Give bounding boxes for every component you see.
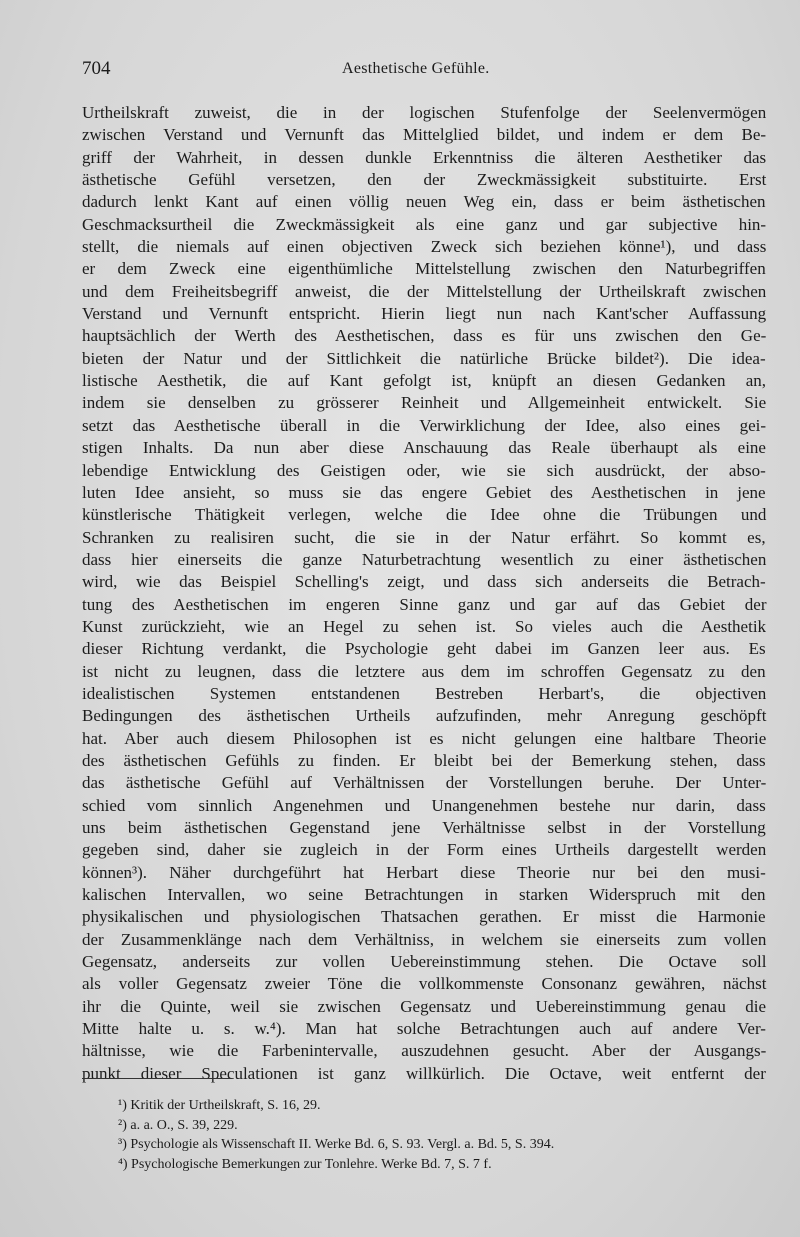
text-line: Geschmacksurtheil die Zweckmässigkeit als eine ganz und gar subjective hin- xyxy=(82,214,767,234)
text-line: hältnisse, wie die Farbenintervalle, auszudehnen gesucht. Aber der Ausgangs- xyxy=(82,1041,767,1061)
page-number: 704 xyxy=(82,58,111,79)
text-line: und dem Freiheitsbegriff anweist, die der Mittelstellung der Urtheilskraft zwischen xyxy=(82,281,767,301)
text-line: ist nicht zu leugnen, dass die letztere aus dem im schroffen Gegensatz zu den xyxy=(82,661,766,681)
footnote: ¹) Kritik der Urtheilskraft, S. 16, 29. xyxy=(118,1098,321,1113)
text-line: idealistischen Systemen entstandenen Bestreben Herbart's, die objectiven xyxy=(82,683,767,703)
text-line: als voller Gegensatz zweier Töne die vollkommenste Consonanz gewähren, nächst xyxy=(82,974,767,994)
text-line: punkt dieser Speculationen ist ganz willkürlich. Die Octave, weit entfernt der xyxy=(82,1063,766,1083)
text-line: dass hier einerseits die ganze Naturbetrachtung wesentlich zu einer ästhetischen xyxy=(82,549,767,569)
text-line: hauptsächlich der Werth des Aesthetischen, dass es für uns zwischen den Ge- xyxy=(82,326,767,346)
text-line: zwischen Verstand und Vernunft das Mittelglied bildet, und indem er dem Be- xyxy=(82,125,767,145)
text-line: Verstand und Vernunft entspricht. Hierin liegt nun nach Kant'scher Auffassung xyxy=(82,304,767,324)
footnote: ⁴) Psychologische Bemerkungen zur Tonlehre. Werke Bd. 7, S. 7 f. xyxy=(118,1156,492,1172)
text-line: können³). Näher durchgeführt hat Herbart diese Theorie nur bei den musi- xyxy=(82,862,766,882)
text-line: lebendige Entwicklung des Geistigen oder, wie sie sich ausdrückt, der abso- xyxy=(82,460,766,480)
text-line: Schranken zu realisiren sucht, die sie in der Natur erfährt. So kommt es, xyxy=(82,527,766,547)
text-line: listische Aesthetik, die auf Kant gefolgt ist, knüpft an diesen Gedanken an, xyxy=(82,371,766,391)
body-text xyxy=(82,102,766,1085)
text-line: Urtheilskraft zuweist, die in der logischen Stufenfolge der Seelenvermögen xyxy=(82,103,767,122)
text-line: des ästhetischen Gefühls zu finden. Er bleibt bei der Bemerkung stehen, dass xyxy=(82,750,766,770)
footnote: ³) Psychologie als Wissenschaft II. Werke Bd. 6, S. 93. Vergl. a. Bd. 5, S. 394. xyxy=(118,1137,555,1152)
text-line: Kunst zurückzieht, wie an Hegel zu sehen ist. So vieles auch die Aesthetik xyxy=(82,616,767,636)
text-line: dieser Richtung verdankt, die Psychologie geht dabei im Ganzen leer aus. Es xyxy=(82,639,766,659)
text-line: indem sie denselben zu grösserer Reinheit und Allgemeinheit entwickelt. Sie xyxy=(82,393,767,413)
text-line: dadurch lenkt Kant auf einen völlig neuen Weg ein, dass er beim ästhetischen xyxy=(82,192,766,212)
text-line: griff der Wahrheit, in dessen dunkle Erkenntniss die älteren Aesthetiker das xyxy=(82,147,767,167)
text-line: setzt das Aesthetische überall in die Verwirklichung der Idee, also eines gei- xyxy=(82,415,767,435)
text-line: das ästhetische Gefühl auf Verhältnissen der Vorstellungen beruhe. Der Unter- xyxy=(82,773,767,793)
text-line: uns beim ästhetischen Gegenstand jene Verhältnisse selbst in der Vorstellung xyxy=(82,818,766,837)
text-line: physikalischen und physiologischen Thatsachen gerathen. Er misst die Harmonie xyxy=(82,907,766,927)
text-line: luten Idee ansieht, so muss sie das engere Gebiet des Aesthetischen in jene xyxy=(82,482,766,502)
text-line: er dem Zweck eine eigenthümliche Mittelstellung zwischen den Naturbegriffen xyxy=(82,259,766,279)
text-line: der Zusammenklänge nach dem Verhältniss, in welchem sie einerseits zum vollen xyxy=(82,929,767,949)
footnotes xyxy=(118,1096,778,1174)
text-line: künstlerische Thätigkeit verlegen, welche die Idee ohne die Trübungen und xyxy=(82,505,767,525)
text-line: schied vom sinnlich Angenehmen und Unangenehmen bestehe nur darin, dass xyxy=(82,795,766,815)
text-line: hat. Aber auch diesem Philosophen ist es nicht gelungen eine haltbare Theorie xyxy=(82,728,767,748)
text-line: stellt, die niemals auf einen objectiven Zweck sich beziehen könne¹), und dass xyxy=(82,237,767,257)
text-line: Mitte halte u. s. w.⁴). Man hat solche Betrachtungen auch auf andere Ver- xyxy=(82,1019,766,1039)
text-line: gegeben sind, daher sie zugleich in der Form eines Urtheils dargestellt werden xyxy=(82,840,767,860)
text-line: tung des Aesthetischen im engeren Sinne ganz und gar auf das Gebiet der xyxy=(82,594,767,614)
text-line: wird, wie das Beispiel Schelling's zeigt, und dass sich anderseits die Betrach- xyxy=(82,572,766,592)
text-line: ihr die Quinte, weil sie zwischen Gegensatz und Uebereinstimmung genau die xyxy=(82,996,767,1016)
text-line: stigen Inhalts. Da nun aber diese Anschauung das Reale überhaupt als eine xyxy=(82,438,766,458)
text-line: ästhetische Gefühl versetzen, den der Zweckmässigkeit substituirte. Erst xyxy=(82,170,767,190)
text-line: Bedingungen des ästhetischen Urtheils aufzufinden, mehr Anregung geschöpft xyxy=(82,706,767,726)
footnote: ²) a. a. O., S. 39, 229. xyxy=(118,1117,238,1133)
page-header xyxy=(82,58,762,84)
text-line: kalischen Intervallen, wo seine Betrachtungen in starken Widerspruch mit den xyxy=(82,885,766,905)
running-head: Aesthetische Gefühle. xyxy=(342,60,490,77)
text-line: Gegensatz, anderseits zur vollen Uebereinstimmung stehen. Die Octave soll xyxy=(82,952,767,972)
text-line: bieten der Natur und der Sittlichkeit die natürliche Brücke bildet²). Die idea- xyxy=(82,348,766,368)
footnote-divider xyxy=(82,1078,232,1079)
